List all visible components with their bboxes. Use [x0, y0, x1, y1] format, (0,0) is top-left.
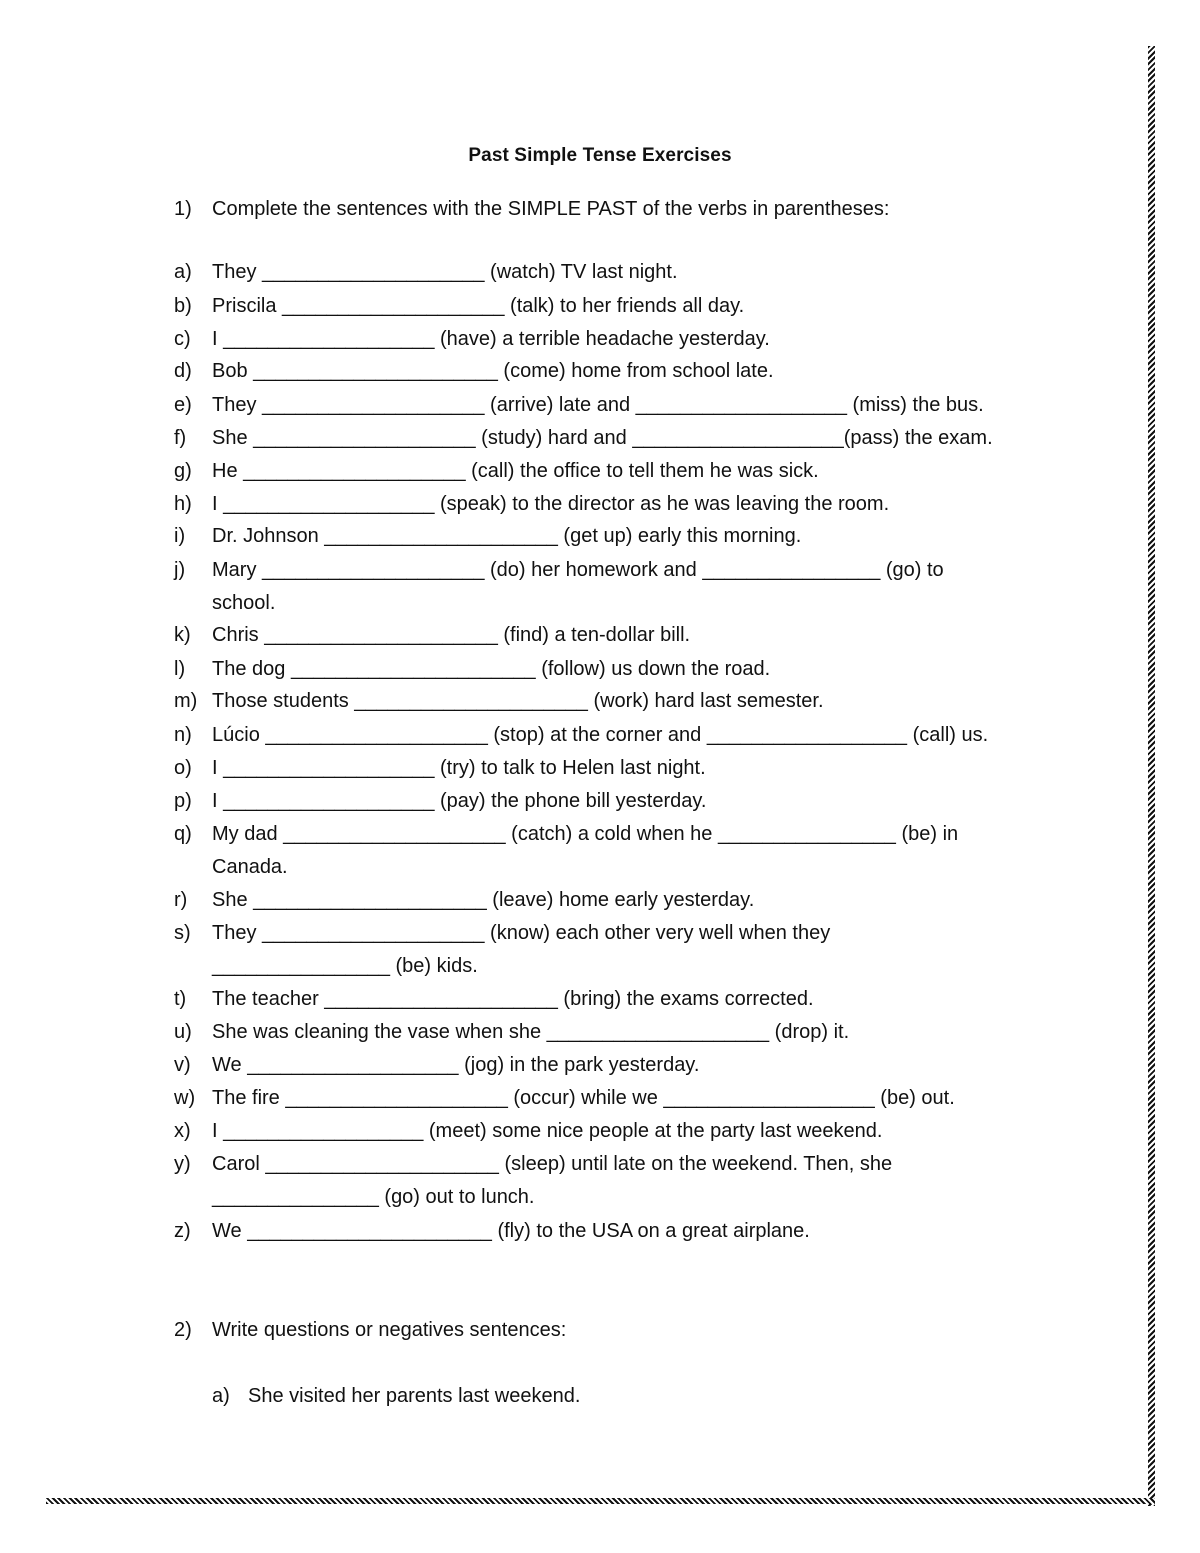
section-2-number: 2) [174, 1319, 192, 1341]
item-continuation: ________________ (be) kids. [212, 955, 478, 977]
item-continuation: _______________ (go) out to lunch. [212, 1186, 535, 1208]
item-text: Dr. Johnson _____________________ (get up) early this morning. [212, 525, 802, 547]
item-marker: q) [174, 823, 192, 845]
item-text: We ______________________ (fly) to the USA on a great airplane. [212, 1220, 810, 1242]
exercise-item-v [174, 1053, 699, 1077]
page-border-bottom [46, 1498, 1155, 1504]
item-text: She _____________________ (leave) home early yesterday. [212, 889, 755, 911]
exercise-item-a [174, 260, 678, 284]
exercise-item-l [174, 657, 770, 681]
item-marker: i) [174, 525, 186, 547]
item-text: Mary ____________________ (do) her homework and ________________ (go) to [212, 559, 944, 581]
item-text: My dad ____________________ (catch) a cold when he ________________ (be) in [212, 823, 959, 845]
item-marker: t) [174, 988, 187, 1010]
exercise-item-r [174, 888, 754, 912]
item-marker: z) [174, 1220, 191, 1242]
item-text: Bob ______________________ (come) home from school late. [212, 360, 774, 382]
item-text: I ___________________ (speak) to the director as he was leaving the room. [212, 493, 890, 515]
exercise-item-e [174, 393, 984, 417]
item-text: They ____________________ (know) each other very well when they [212, 922, 831, 944]
exercise-item-j [174, 558, 944, 582]
item-text: Priscila ____________________ (talk) to her friends all day. [212, 295, 745, 317]
exercise-item-n [174, 723, 988, 747]
item-marker: k) [174, 624, 191, 646]
exercise-item-b [174, 294, 744, 318]
section-2-item-a [212, 1384, 580, 1408]
item-marker: d) [174, 360, 192, 382]
item-text: They ____________________ (arrive) late and ___________________ (miss) the bus. [212, 394, 984, 416]
exercise-item-f [174, 426, 993, 450]
exercise-item-c [174, 327, 770, 351]
item-text: Carol _____________________ (sleep) until late on the weekend. Then, she [212, 1153, 893, 1175]
item-marker: e) [174, 394, 192, 416]
item-marker: w) [174, 1087, 196, 1109]
item-text: I ___________________ (try) to talk to Helen last night. [212, 757, 706, 779]
exercise-item-p [174, 789, 706, 813]
exercise-item-y [174, 1152, 892, 1176]
section-1-instruction: Complete the sentences with the SIMPLE PAST of the verbs in parentheses: [212, 198, 890, 220]
item-marker: f) [174, 427, 187, 449]
item-marker: s) [174, 922, 191, 944]
item-marker: y) [174, 1153, 191, 1175]
item-marker: g) [174, 460, 192, 482]
item-marker: a) [212, 1385, 230, 1407]
exercise-item-h [174, 492, 889, 516]
section-1-heading [174, 197, 889, 221]
item-marker: v) [174, 1054, 191, 1076]
exercise-item-k [174, 623, 690, 647]
item-continuation: school. [212, 592, 276, 614]
item-text: She ____________________ (study) hard and ___________________(pass) the exam. [212, 427, 993, 449]
item-marker: b) [174, 295, 192, 317]
exercise-item-s [174, 921, 830, 945]
item-text: I ___________________ (pay) the phone bill yesterday. [212, 790, 707, 812]
page-title: Past Simple Tense Exercises [468, 145, 732, 166]
item-text: She visited her parents last weekend. [248, 1385, 581, 1407]
item-marker: c) [174, 328, 191, 350]
item-marker: n) [174, 724, 192, 746]
exercise-item-d [174, 359, 774, 383]
item-text: The teacher _____________________ (bring) the exams corrected. [212, 988, 814, 1010]
exercise-item-w [174, 1086, 955, 1110]
item-marker: p) [174, 790, 192, 812]
exercise-item-o [174, 756, 706, 780]
item-text: We ___________________ (jog) in the park yesterday. [212, 1054, 700, 1076]
page-border-right [1148, 46, 1155, 1506]
item-text: Chris _____________________ (find) a ten-dollar bill. [212, 624, 691, 646]
section-2-heading [174, 1318, 566, 1342]
section-1-number: 1) [174, 198, 192, 220]
item-text: Lúcio ____________________ (stop) at the corner and __________________ (call) us. [212, 724, 989, 746]
exercise-item-i [174, 524, 801, 548]
item-text: She was cleaning the vase when she ____________________ (drop) it. [212, 1021, 850, 1043]
item-text: Those students _____________________ (work) hard last semester. [212, 690, 824, 712]
exercise-item-q [174, 822, 958, 846]
exercise-item-z [174, 1219, 810, 1243]
exercise-item-m [174, 689, 824, 713]
item-marker: j) [174, 559, 186, 581]
item-marker: l) [174, 658, 186, 680]
item-continuation: Canada. [212, 856, 288, 878]
item-marker: u) [174, 1021, 192, 1043]
item-marker: r) [174, 889, 188, 911]
exercise-item-x [174, 1119, 882, 1143]
item-text: They ____________________ (watch) TV last night. [212, 261, 678, 283]
item-text: The dog ______________________ (follow) us down the road. [212, 658, 771, 680]
exercise-item-t [174, 987, 814, 1011]
item-text: I ___________________ (have) a terrible headache yesterday. [212, 328, 770, 350]
exercise-item-u [174, 1020, 849, 1044]
exercise-item-g [174, 459, 819, 483]
item-marker: x) [174, 1120, 191, 1142]
item-text: He ____________________ (call) the office to tell them he was sick. [212, 460, 819, 482]
item-marker: m) [174, 690, 198, 712]
item-text: The fire ____________________ (occur) while we ___________________ (be) out. [212, 1087, 955, 1109]
section-2-instruction: Write questions or negatives sentences: [212, 1319, 567, 1341]
item-marker: o) [174, 757, 192, 779]
item-text: I __________________ (meet) some nice people at the party last weekend. [212, 1120, 883, 1142]
item-marker: h) [174, 493, 192, 515]
item-marker: a) [174, 261, 192, 283]
